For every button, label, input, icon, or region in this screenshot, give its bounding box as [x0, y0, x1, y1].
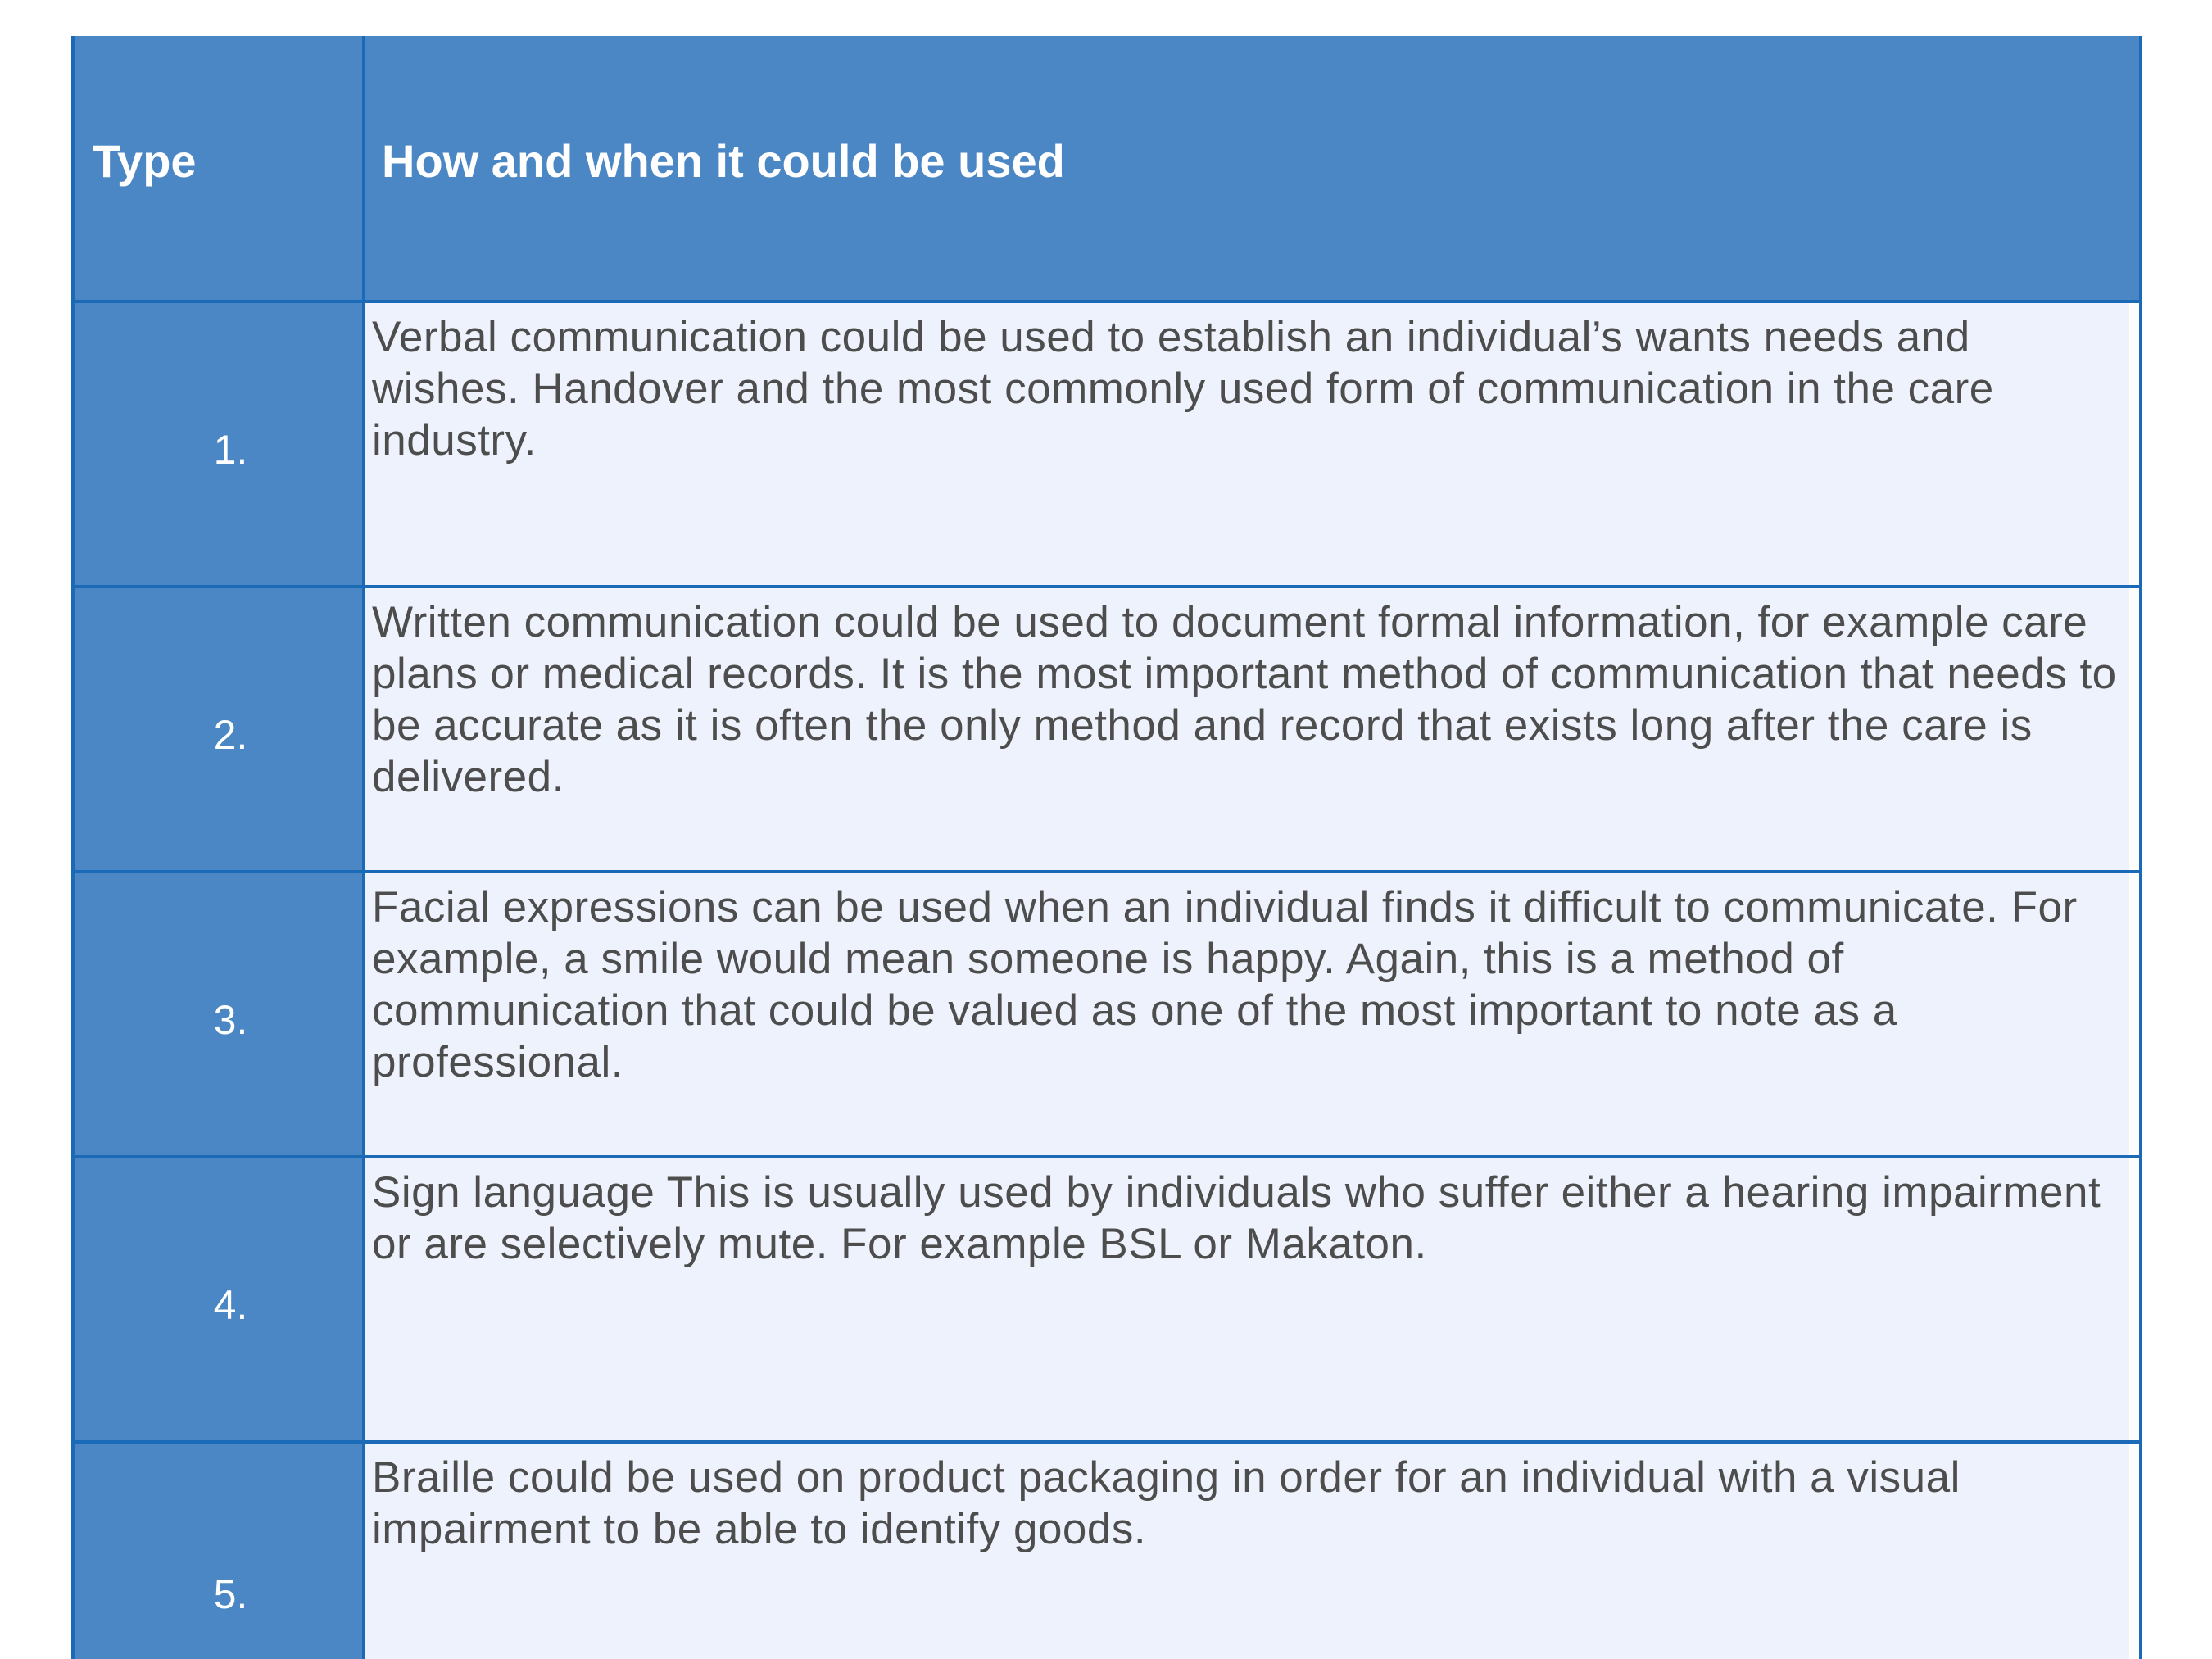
type-number: 3. — [75, 873, 362, 1155]
description-text: Verbal communication could be used to establish an individual’s wants needs and wishes. Handover and the most commonly used form of communication in the care industry. — [372, 313, 1994, 465]
table-row — [75, 873, 2139, 1155]
table-row — [75, 303, 2139, 585]
description-cell — [365, 1158, 2139, 1440]
type-number: 1. — [75, 303, 362, 585]
table-row — [75, 1444, 2139, 1659]
table-row — [75, 1158, 2139, 1440]
table-row — [75, 588, 2139, 870]
communication-types-table — [71, 36, 2142, 1659]
description-text: Facial expressions can be used when an individual finds it difficult to communicate. For example, a smile would mean someone is happy. Again, this is a method of communication that could be valued as one of the most important to note as a professional. — [372, 883, 2078, 1086]
header-type: Type — [93, 134, 197, 187]
description-cell — [365, 303, 2139, 585]
description-text: Written communication could be used to document formal information, for example care plans or medical records. It is the most important method of communication that needs to be accurate as it is often the only method and record that exists long after the care is delivered. — [372, 598, 2117, 801]
description-cell — [365, 588, 2139, 870]
type-number: 4. — [75, 1158, 362, 1440]
type-number: 5. — [75, 1444, 362, 1659]
description-cell — [365, 873, 2139, 1155]
description-cell — [365, 1444, 2139, 1659]
type-number: 2. — [75, 588, 362, 870]
column-divider — [362, 36, 365, 300]
header-how-when: How and when it could be used — [382, 134, 1065, 187]
description-text: Sign language This is usually used by individuals who suffer either a hearing impairment or are selectively mute. For example BSL or Makaton. — [372, 1168, 2101, 1268]
table-header-row — [75, 36, 2139, 300]
description-text: Braille could be used on product packaging in order for an individual with a visual impairment to be able to identify goods. — [372, 1453, 1960, 1553]
